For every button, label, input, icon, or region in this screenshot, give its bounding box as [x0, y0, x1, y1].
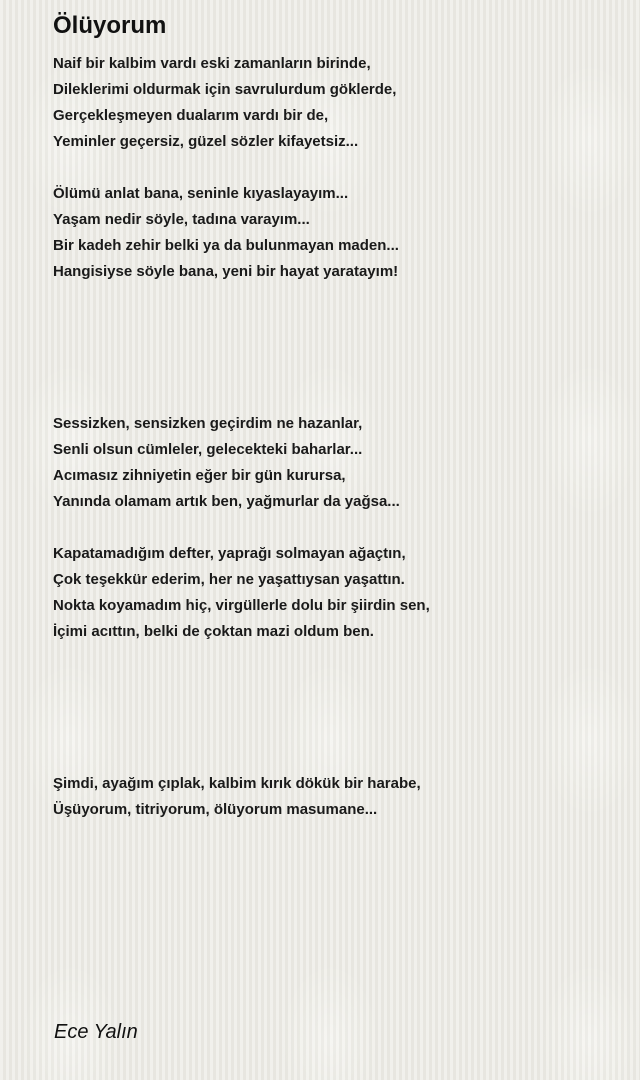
poem-line: Dileklerimi oldurmak için savrulurdum göklerde,: [53, 81, 397, 98]
poem-line: Acımasız zihniyetin eğer bir gün kurursa,: [53, 467, 346, 484]
poem-line: Şimdi, ayağım çıplak, kalbim kırık dökük bir harabe,: [53, 775, 421, 792]
poem-line: Ölümü anlat bana, seninle kıyaslayayım...: [53, 185, 349, 202]
poem-line: Hangisiyse söyle bana, yeni bir hayat yaratayım!: [53, 263, 399, 280]
poem-line: Yeminler geçersiz, güzel sözler kifayetsiz...: [53, 133, 359, 150]
poem-line: Kapatamadığım defter, yaprağı solmayan ağaçtın,: [53, 545, 406, 562]
poem-line: Bir kadeh zehir belki ya da bulunmayan maden...: [53, 237, 399, 254]
poem-line: Nokta koyamadım hiç, virgüllerle dolu bir şiirdin sen,: [53, 597, 430, 614]
stanza: [53, 771, 421, 823]
poem-line: Senli olsun cümleler, gelecekteki baharlar...: [53, 441, 363, 458]
stanza: [53, 181, 399, 285]
poem-line: Çok teşekkür ederim, her ne yaşattıysan yaşattın.: [53, 571, 405, 588]
poem-line: İçimi acıttın, belki de çoktan mazi oldum ben.: [53, 623, 374, 640]
stanza: [53, 411, 400, 515]
poem-line: Yanında olamam artık ben, yağmurlar da yağsa...: [53, 493, 400, 510]
poem-line: Sessizken, sensizken geçirdim ne hazanlar,: [53, 415, 363, 432]
stanza: [53, 51, 396, 155]
poem-line: Üşüyorum, titriyorum, ölüyorum masumane...: [53, 801, 378, 818]
poem-line: Gerçekleşmeyen dualarım vardı bir de,: [53, 107, 329, 124]
poem-line: Yaşam nedir söyle, tadına varayım...: [53, 211, 310, 228]
stanza: [53, 541, 430, 645]
poem-line: Naif bir kalbim vardı eski zamanların birinde,: [53, 55, 371, 72]
author-name: Ece Yalın: [54, 1021, 138, 1043]
poem-title: Ölüyorum: [53, 12, 167, 39]
